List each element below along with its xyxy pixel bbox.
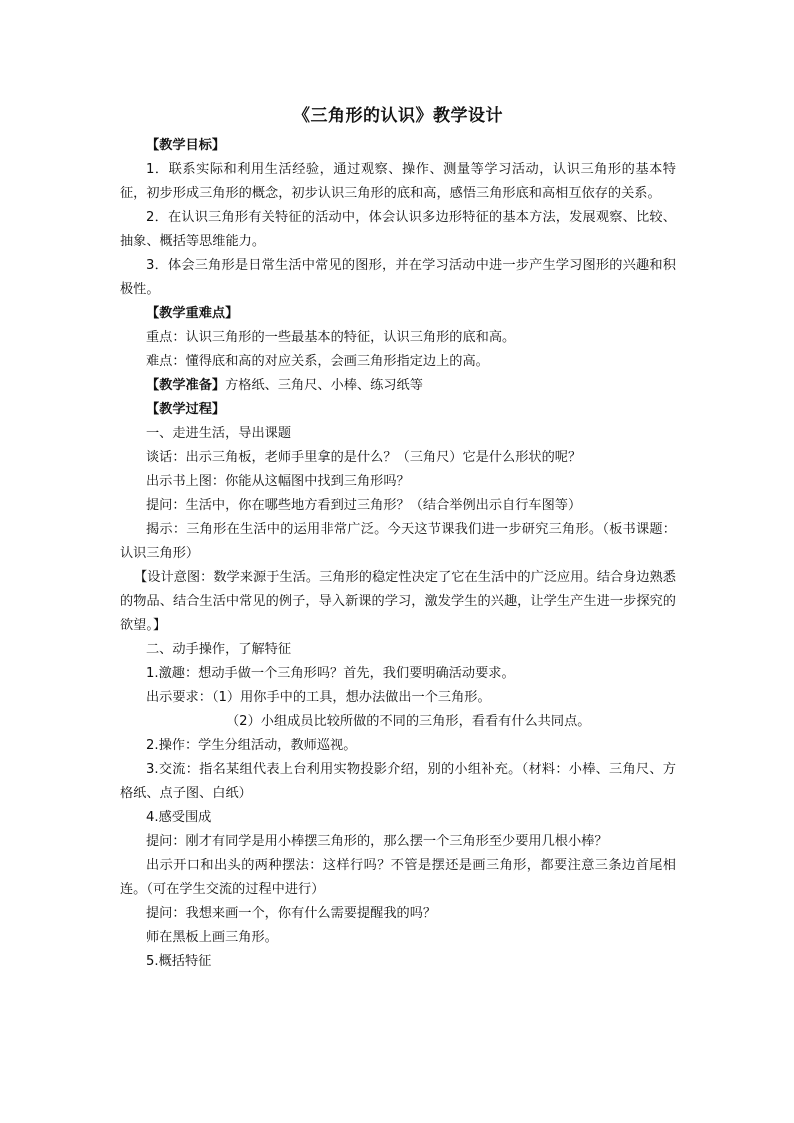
- heading-key-difficult-points: 【教学重难点】: [146, 306, 239, 321]
- preparation-text: 方格纸、三角尺、小棒、练习纸等: [225, 378, 423, 393]
- paragraph-goal-3: 3．体会三角形是日常生活中常见的图形，并在学习活动中进一步产生学习图形的兴趣和积极性。: [120, 258, 676, 297]
- paragraph-show-picture: 出示书上图：你能从这幅图中找到三角形吗？: [146, 474, 410, 489]
- paragraph-goal-1: 1．联系实际和利用生活经验，通过观察、操作、测量等学习活动，认识三角形的基本特征，初步形成三角形的概念，初步认识三角形的底和高，感悟三角形底和高相互依存的关系。: [120, 162, 676, 201]
- paragraph-teacher-draws: 师在黑板上画三角形。: [146, 930, 278, 945]
- paragraph-requirement-1: 出示要求：（1）用你手中的工具，想办法做出一个三角形。: [146, 690, 491, 705]
- paragraph-operate: 2.操作：学生分组活动，教师巡视。: [146, 738, 357, 753]
- paragraph-section-2: 二、动手操作，了解特征: [146, 642, 292, 657]
- paragraph-question-life: 提问：生活中，你在哪些地方看到过三角形？（结合举例出示自行车图等）: [146, 498, 582, 513]
- paragraph-question-sticks: 提问：刚才有同学是用小棒摆三角形的，那么摆一个三角形至少要用几根小棒？: [146, 834, 608, 849]
- paragraph-reveal: 揭示：三角形在生活中的运用非常广泛。今天这节课我们进一步研究三角形。（板书课题：认识三角形）: [120, 522, 676, 561]
- paragraph-section-1: 一、走进生活，导出课题: [146, 426, 292, 441]
- document-content: [120, 102, 676, 974]
- paragraph-exchange: 3.交流：指名某组代表上台利用实物投影介绍，别的小组补充。（材料：小棒、三角尺、方格纸、点子图、白纸）: [120, 762, 676, 801]
- paragraph-design-intent: 【设计意图：数学来源于生活。三角形的稳定性决定了它在生活中的广泛应用。结合身边熟悉的物品、结合生活中常见的例子，导入新课的学习，激发学生的兴趣，让学生产生进一步探究的欲望。】: [120, 570, 676, 633]
- paragraph-goal-2: 2．在认识三角形有关特征的活动中，体会认识多边形特征的基本方法，发展观察、比较、抽象、概括等思维能力。: [120, 210, 676, 249]
- heading-preparation: 【教学准备】: [146, 378, 226, 393]
- paragraph-difficult-point: 难点：懂得底和高的对应关系，会画三角形指定边上的高。: [146, 354, 489, 369]
- paragraph-feel-enclosing: 4.感受围成: [146, 810, 212, 825]
- paragraph-key-point: 重点：认识三角形的一些最基本的特征，认识三角形的底和高。: [146, 330, 516, 345]
- heading-teaching-process: 【教学过程】: [146, 402, 226, 417]
- paragraph-motivate: 1.激趣：想动手做一个三角形吗？首先，我们要明确活动要求。: [146, 666, 515, 681]
- paragraph-requirement-2: （2）小组成员比较所做的不同的三角形，看看有什么共同点。: [226, 714, 591, 729]
- paragraph-summarize-features: 5.概括特征: [146, 954, 212, 969]
- paragraph-open-methods: 出示开口和出头的两种摆法：这样行吗？不管是摆还是画三角形，都要注意三条边首尾相连。（可在学生交流的过程中进行）: [120, 858, 676, 897]
- paragraph-question-draw: 提问：我想来画一个，你有什么需要提醒我的吗？: [146, 906, 437, 921]
- paragraph-dialogue: 谈话：出示三角板，老师手里拿的是什么？（三角尺）它是什么形状的呢？: [146, 450, 582, 465]
- document-title: 《三角形的认识》教学设计: [293, 106, 503, 126]
- paragraph-preparation: [120, 374, 676, 398]
- heading-teaching-goals: 【教学目标】: [146, 138, 226, 153]
